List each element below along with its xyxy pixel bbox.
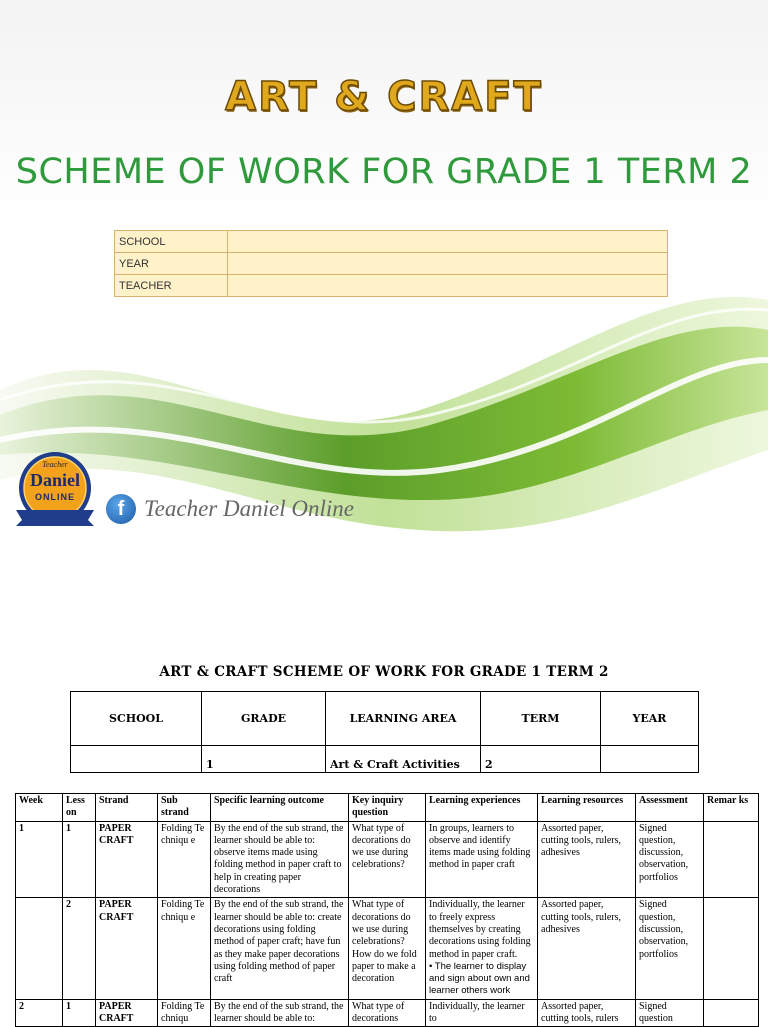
scheme-of-work-table bbox=[15, 793, 759, 1027]
cover-field-year bbox=[115, 253, 668, 275]
cover-field-value bbox=[228, 231, 668, 253]
cell-assessment: Signed question, discussion, observation, portfolios bbox=[636, 898, 704, 999]
meta-value-learning-area: Art & Craft Activities bbox=[326, 746, 481, 773]
cell-experiences bbox=[426, 898, 538, 999]
experiences-text: In groups, learners to observe and identify items made using folding method in paper craft bbox=[429, 822, 531, 871]
meta-value-year bbox=[601, 746, 699, 773]
logo-top-text: Teacher bbox=[42, 460, 68, 469]
experiences-text: Individually, the learner to freely express themselves by creating decorations using folding method in paper craft. bbox=[429, 899, 531, 960]
meta-header-learning-area: LEARNING AREA bbox=[326, 692, 481, 746]
cell-lesson: 2 bbox=[63, 898, 96, 999]
cell-outcome: By the end of the sub strand, the learner should be able to: bbox=[211, 999, 349, 1027]
cover-info-table bbox=[114, 230, 668, 297]
cover-title: ART & CRAFT bbox=[225, 74, 543, 120]
cell-remarks bbox=[704, 821, 759, 898]
meta-table bbox=[70, 691, 699, 773]
meta-value-school bbox=[71, 746, 202, 773]
cover-field-value bbox=[228, 253, 668, 275]
table-row bbox=[16, 821, 759, 898]
column-header: Week bbox=[16, 794, 63, 822]
cell-strand: PAPER CRAFT bbox=[96, 999, 158, 1027]
meta-header-year: YEAR bbox=[601, 692, 699, 746]
column-header: Less on bbox=[63, 794, 96, 822]
cell-resources: Assorted paper, cutting tools, rulers, adhesives bbox=[538, 898, 636, 999]
experiences-text: Individually, the learner to bbox=[429, 1000, 525, 1025]
cell-week: 1 bbox=[16, 821, 63, 898]
meta-header-grade: GRADE bbox=[202, 692, 326, 746]
meta-value-grade: 1 bbox=[202, 746, 326, 773]
meta-header-term: TERM bbox=[481, 692, 601, 746]
cover-field-label: YEAR bbox=[115, 253, 228, 275]
meta-value-row bbox=[71, 746, 699, 773]
cover-field-value bbox=[228, 275, 668, 297]
document-title: ART & CRAFT SCHEME OF WORK FOR GRADE 1 TERM 2 bbox=[159, 664, 609, 680]
column-header: Assessment bbox=[636, 794, 704, 822]
cell-experiences bbox=[426, 999, 538, 1027]
brand-name: Teacher Daniel Online bbox=[144, 496, 354, 521]
experiences-bullet: • The learner to display and sign about own and learner others work bbox=[429, 960, 530, 997]
column-header: Learning resources bbox=[538, 794, 636, 822]
column-header: Key inquiry question bbox=[349, 794, 426, 822]
cell-strand: PAPER CRAFT bbox=[96, 821, 158, 898]
cell-question: What type of decorations bbox=[349, 999, 426, 1027]
cell-outcome: By the end of the sub strand, the learner should be able to: observe items made using folding method in paper craft to help in creating paper decorations bbox=[211, 821, 349, 898]
cover-field-label: SCHOOL bbox=[115, 231, 228, 253]
cell-week bbox=[16, 898, 63, 999]
cell-assessment: Signed question bbox=[636, 999, 704, 1027]
cell-experiences bbox=[426, 821, 538, 898]
table-row bbox=[16, 898, 759, 999]
meta-header-row bbox=[71, 692, 699, 746]
cell-question: What type of decorations do we use during celebrations? bbox=[349, 821, 426, 898]
cell-lesson: 1 bbox=[63, 821, 96, 898]
cell-assessment: Signed question, discussion, observation, portfolios bbox=[636, 821, 704, 898]
table-header-row bbox=[16, 794, 759, 822]
cover-field-label: TEACHER bbox=[115, 275, 228, 297]
logo-name-text: Daniel bbox=[29, 470, 80, 490]
column-header: Strand bbox=[96, 794, 158, 822]
meta-header-school: SCHOOL bbox=[71, 692, 202, 746]
cell-resources: Assorted paper, cutting tools, rulers, adhesives bbox=[538, 821, 636, 898]
cell-question: What type of decorations do we use during celebrations? How do we fold paper to make a decoration bbox=[349, 898, 426, 999]
column-header: Sub strand bbox=[158, 794, 211, 822]
logo-bottom-text: ONLINE bbox=[34, 492, 75, 502]
column-header: Specific learning outcome bbox=[211, 794, 349, 822]
cell-sub-strand: Folding Techniqu e bbox=[158, 821, 211, 898]
facebook-icon: f bbox=[106, 494, 136, 524]
cell-lesson: 1 bbox=[63, 999, 96, 1027]
cover-field-school bbox=[115, 231, 668, 253]
cover-subtitle: SCHEME OF WORK FOR GRADE 1 TERM 2 bbox=[15, 152, 753, 192]
cover-field-teacher bbox=[115, 275, 668, 297]
meta-value-term: 2 bbox=[481, 746, 601, 773]
cell-outcome: By the end of the sub strand, the learner should be able to: create decorations using folding method of paper craft; have fun as they make paper decorations using folding method of paper craft bbox=[211, 898, 349, 999]
cell-strand: PAPER CRAFT bbox=[96, 898, 158, 999]
cell-resources: Assorted paper, cutting tools, rulers bbox=[538, 999, 636, 1027]
column-header: Learning experiences bbox=[426, 794, 538, 822]
cell-remarks bbox=[704, 999, 759, 1027]
cell-sub-strand: Folding Techniqu e bbox=[158, 898, 211, 999]
column-header: Remar ks bbox=[704, 794, 759, 822]
cell-sub-strand: Folding Techniqu bbox=[158, 999, 211, 1027]
cell-week: 2 bbox=[16, 999, 63, 1027]
table-row bbox=[16, 999, 759, 1027]
cell-remarks bbox=[704, 898, 759, 999]
